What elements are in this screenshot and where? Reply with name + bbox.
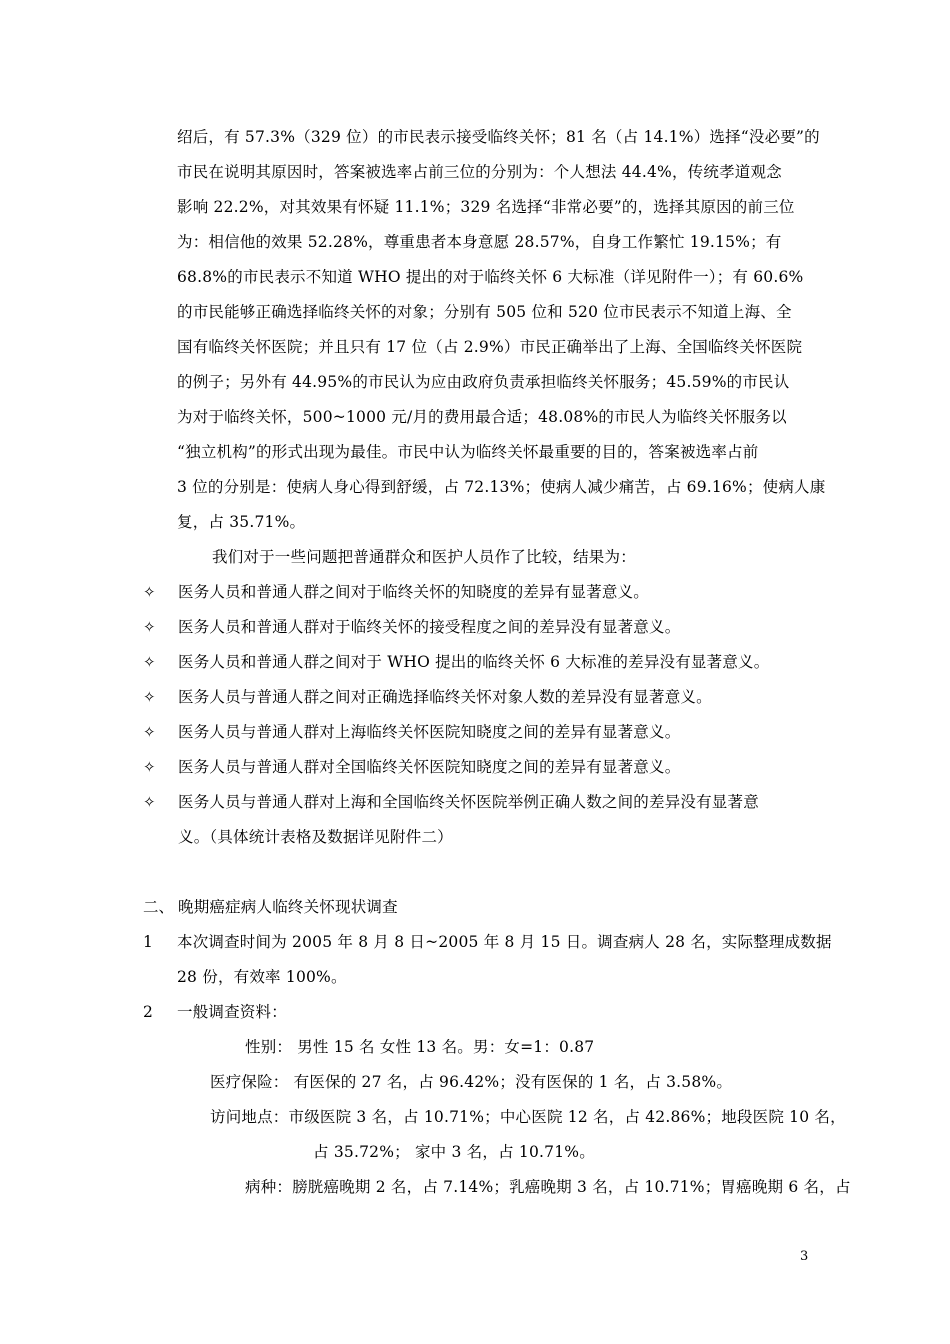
item-line: 28 份，有效率 100%。 <box>177 968 347 986</box>
disease-line: 病种：膀胱癌晚期 2 名，占 7.14%；乳癌晚期 3 名，占 10.71%；胃癌晚期 6 名，占 <box>245 1178 851 1196</box>
paragraph-line: 绍后，有 57.3%（329 位）的市民表示接受临终关怀；81 名（占 14.1%）选择“没必要”的 <box>177 128 820 146</box>
item-number: 2 <box>143 1003 153 1021</box>
page-number: 3 <box>800 1249 809 1264</box>
paragraph-line: 复，占 35.71%。 <box>177 513 306 531</box>
location-continuation: 占 35.72%； 家中 3 名，占 10.71%。 <box>313 1143 595 1161</box>
bullet-item: 医务人员和普通人群对于临终关怀的接受程度之间的差异没有显著意义。 <box>178 618 681 636</box>
paragraph-line: 市民在说明其原因时，答案被选率占前三位的分别为：个人想法 44.4%，传统孝道观念 <box>177 163 782 181</box>
bullet-item: 医务人员和普通人群之间对于 WHO 提出的临终关怀 6 大标准的差异没有显著意义。 <box>178 653 770 671</box>
bullet-item: 医务人员与普通人群对上海和全国临终关怀医院举例正确人数之间的差异没有显著意 <box>178 793 759 811</box>
diamond-bullet-icon: ✧ <box>143 583 156 601</box>
diamond-bullet-icon: ✧ <box>143 618 156 636</box>
paragraph-line: 3 位的分别是：使病人身心得到舒缓，占 72.13%；使病人减少痛苦，占 69.16%；使病人康 <box>177 478 826 496</box>
bullet-item: 医务人员与普通人群对全国临终关怀医院知晓度之间的差异有显著意义。 <box>178 758 681 776</box>
bullet-continuation: 义。（具体统计表格及数据详见附件二） <box>178 828 453 846</box>
paragraph-line: 68.8%的市民表示不知道 WHO 提出的对于临终关怀 6 大标准（详见附件一）；有 60.6% <box>177 268 804 286</box>
paragraph-line: 为对于临终关怀，500~1000 元/月的费用最合适；48.08%的市民人为临终关怀服务以 <box>177 408 787 426</box>
insurance-line: 医疗保险： 有医保的 27 名，占 96.42%；没有医保的 1 名，占 3.58%。 <box>210 1073 733 1091</box>
item-number: 1 <box>143 933 153 951</box>
gender-line: 性别： 男性 15 名 女性 13 名。男：女=1：0.87 <box>245 1038 595 1056</box>
diamond-bullet-icon: ✧ <box>143 653 156 671</box>
paragraph-line: 影响 22.2%，对其效果有怀疑 11.1%；329 名选择“非常必要”的，选择其原因的前三位 <box>177 198 795 216</box>
diamond-bullet-icon: ✧ <box>143 793 156 811</box>
paragraph-line: 国有临终关怀医院；并且只有 17 位（占 2.9%）市民正确举出了上海、全国临终关怀医院 <box>177 338 803 356</box>
paragraph-line: 为：相信他的效果 52.28%，尊重患者本身意愿 28.57%，自身工作繁忙 19.15%；有 <box>177 233 782 251</box>
section-heading: 晚期癌症病人临终关怀现状调查 <box>178 898 398 916</box>
diamond-bullet-icon: ✧ <box>143 723 156 741</box>
item-line: 本次调查时间为 2005 年 8 月 8 日~2005 年 8 月 15 日。调查病人 28 名，实际整理成数据 <box>177 933 832 951</box>
paragraph-line: “独立机构”的形式出现为最佳。市民中认为临终关怀最重要的目的，答案被选率占前 <box>177 443 759 461</box>
bullet-item: 医务人员和普通人群之间对于临终关怀的知晓度的差异有显著意义。 <box>178 583 650 601</box>
bullet-item: 医务人员与普通人群对上海临终关怀医院知晓度之间的差异有显著意义。 <box>178 723 681 741</box>
diamond-bullet-icon: ✧ <box>143 688 156 706</box>
section-number: 二、 <box>143 898 175 916</box>
paragraph-line: 的例子；另外有 44.95%的市民认为应由政府负责承担临终关怀服务；45.59%的市民认 <box>177 373 790 391</box>
item-line: 一般调查资料： <box>177 1003 287 1021</box>
location-line: 访问地点：市级医院 3 名，占 10.71%；中心医院 12 名，占 42.86%；地段医院 10 名， <box>210 1108 846 1126</box>
paragraph-line: 的市民能够正确选择临终关怀的对象；分别有 505 位和 520 位市民表示不知道上海、全 <box>177 303 792 321</box>
diamond-bullet-icon: ✧ <box>143 758 156 776</box>
bullet-item: 医务人员与普通人群之间对正确选择临终关怀对象人数的差异没有显著意义。 <box>178 688 712 706</box>
comparison-intro: 我们对于一些问题把普通群众和医护人员作了比较，结果为： <box>212 548 636 566</box>
